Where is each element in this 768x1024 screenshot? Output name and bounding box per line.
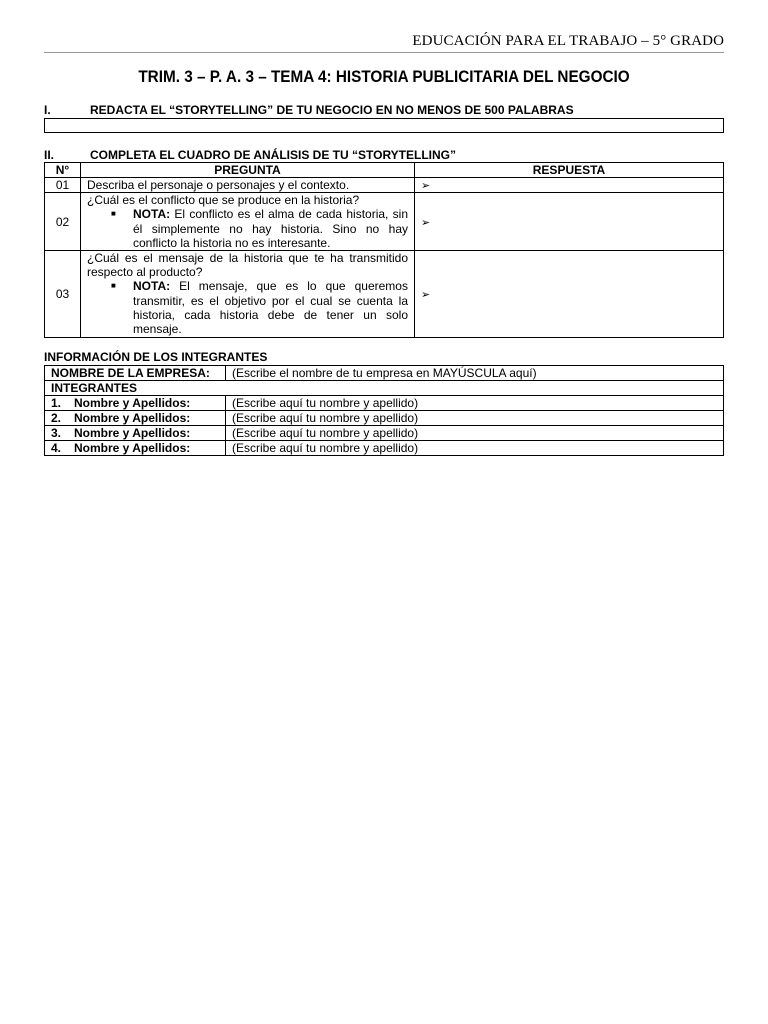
member-label: Nombre y Apellidos: [74, 411, 191, 425]
arrow-bullet-icon: ➢ [421, 180, 431, 193]
document-title: TRIM. 3 – P. A. 3 – TEMA 4: HISTORIA PUBLICITARIA DEL NEGOCIO [138, 67, 630, 86]
square-bullet-icon: ■ [111, 209, 116, 219]
members-label: INTEGRANTES [45, 381, 724, 396]
member-label: Nombre y Apellidos: [74, 441, 191, 455]
square-bullet-icon: ■ [111, 281, 116, 291]
member-label: Nombre y Apellidos: [74, 396, 191, 410]
member-label-cell [45, 411, 226, 426]
header-divider [44, 52, 724, 53]
column-header-question: PREGUNTA [81, 163, 415, 178]
member-label-cell [45, 426, 226, 441]
section-2-heading [44, 148, 456, 162]
members-header-row [45, 381, 724, 396]
analysis-table [44, 162, 724, 338]
members-info-title: INFORMACIÓN DE LOS INTEGRANTES [44, 350, 268, 364]
member-index: 3. [51, 426, 62, 440]
storytelling-answer-box[interactable] [44, 118, 724, 133]
column-header-number: N° [45, 163, 81, 178]
member-name-field[interactable]: (Escribe aquí tu nombre y apellido) [226, 426, 724, 441]
member-index: 4. [51, 441, 62, 455]
section-1-heading [44, 103, 574, 117]
section-2-label: COMPLETA EL CUADRO DE ANÁLISIS DE TU “STORYTELLING” [90, 148, 457, 162]
column-header-answer: RESPUESTA [415, 163, 724, 178]
answer-cell[interactable] [415, 251, 724, 338]
table-row [45, 251, 724, 338]
question-text: ¿Cuál es el conflicto que se produce en la historia? [87, 193, 360, 208]
course-header: EDUCACIÓN PARA EL TRABAJO – 5° GRADO [412, 33, 724, 49]
arrow-bullet-icon: ➢ [421, 216, 431, 229]
question-note [87, 207, 408, 250]
member-row [45, 411, 724, 426]
section-1-number: I. [44, 103, 51, 117]
member-name-field[interactable]: (Escribe aquí tu nombre y apellido) [226, 411, 724, 426]
member-name-field[interactable]: (Escribe aquí tu nombre y apellido) [226, 396, 724, 411]
member-label-cell [45, 441, 226, 456]
row-question [81, 178, 415, 193]
analysis-table-header [45, 163, 724, 178]
table-row [45, 178, 724, 193]
row-question [81, 251, 415, 338]
question-text: Describa el personaje o personajes y el contexto. [87, 178, 350, 192]
member-name-field[interactable]: (Escribe aquí tu nombre y apellido) [226, 441, 724, 456]
company-row [45, 366, 724, 381]
question-text: ¿Cuál es el mensaje de la historia que te ha transmitido respecto al producto? [87, 251, 408, 280]
member-index: 2. [51, 411, 62, 425]
row-number: 02 [45, 193, 81, 251]
answer-cell[interactable] [415, 178, 724, 193]
note-text: El conflicto es el alma de cada historia, sin él simplemente no hay historia. Sino no hay conflicto la historia no es interesante. [133, 207, 408, 250]
member-row [45, 441, 724, 456]
document-page [44, 0, 724, 1024]
answer-cell[interactable] [415, 193, 724, 251]
member-index: 1. [51, 396, 62, 410]
row-number: 03 [45, 251, 81, 338]
company-value-field[interactable]: (Escribe el nombre de tu empresa en MAYÚSCULA aquí) [226, 366, 724, 381]
table-row [45, 193, 724, 251]
note-text: El mensaje, que es lo que queremos transmitir, es el objetivo por el cual se cuenta la historia, cada historia debe de tener un solo mensaje. [133, 279, 408, 337]
member-row [45, 396, 724, 411]
arrow-bullet-icon: ➢ [421, 289, 431, 302]
member-label: Nombre y Apellidos: [74, 426, 191, 440]
members-table [44, 365, 724, 456]
section-2-number: II. [44, 148, 55, 162]
member-row [45, 426, 724, 441]
row-number: 01 [45, 178, 81, 193]
company-label: NOMBRE DE LA EMPRESA: [45, 366, 226, 381]
row-question [81, 193, 415, 251]
section-1-label: REDACTA EL “STORYTELLING” DE TU NEGOCIO EN NO MENOS DE 500 PALABRAS [90, 103, 574, 117]
question-note [87, 279, 408, 336]
member-label-cell [45, 396, 226, 411]
note-label: NOTA: [133, 279, 171, 294]
note-label: NOTA: [133, 207, 171, 222]
